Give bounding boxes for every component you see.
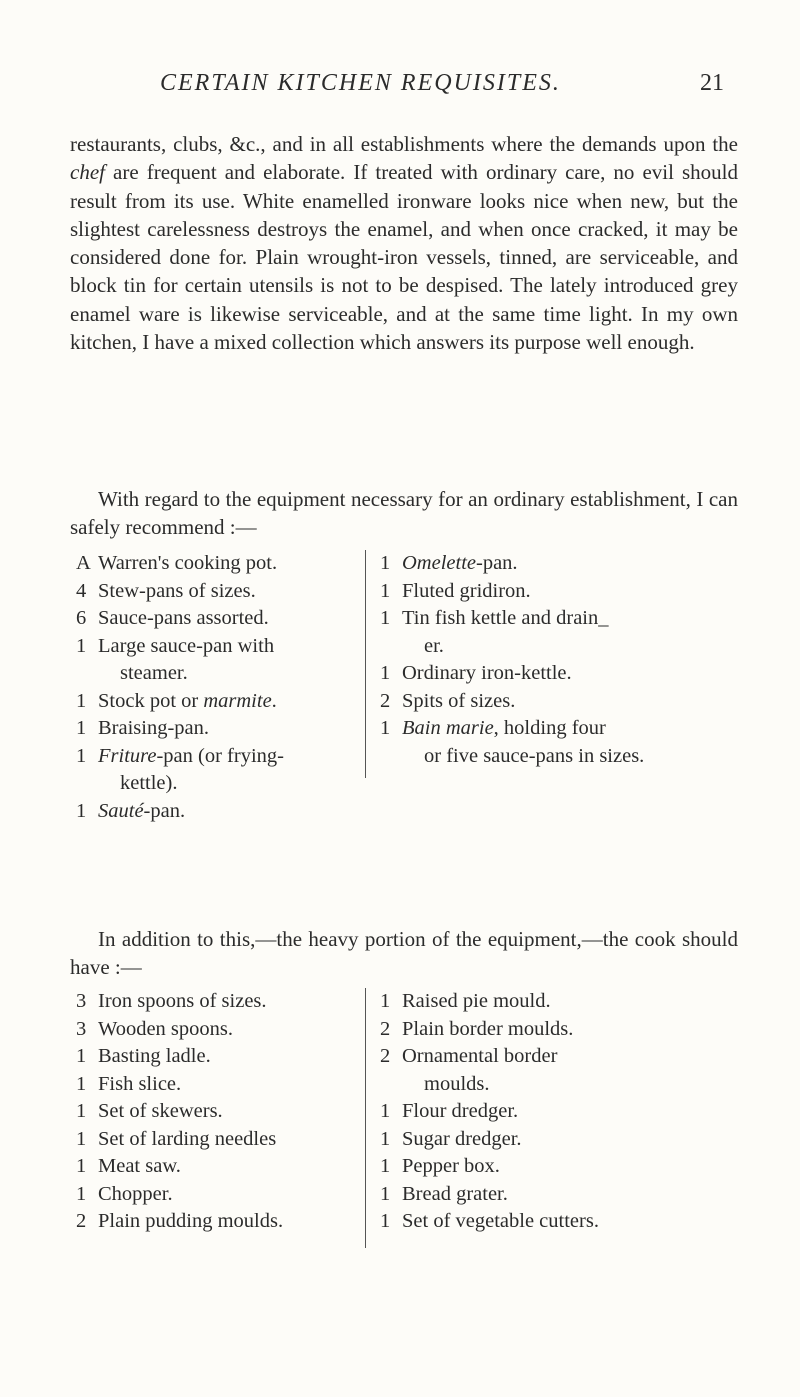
list-item [76, 1153, 346, 1181]
item-description [98, 743, 346, 771]
list-item [76, 1126, 346, 1154]
item-description [402, 1016, 740, 1044]
item-description-line: Set of larding needles [98, 1127, 277, 1150]
list-item [380, 550, 740, 578]
item-description-line: Braising-pan. [98, 717, 210, 739]
list-item-continuation [380, 633, 740, 661]
item-description [98, 1208, 346, 1236]
list-item [380, 605, 740, 633]
list-item [76, 1043, 346, 1071]
item-description [98, 550, 346, 578]
item-description-line: Chopper. [98, 1182, 173, 1205]
item-quantity: 1 [76, 1072, 87, 1095]
list-item [380, 1098, 740, 1126]
item-quantity: 1 [76, 717, 87, 739]
list-item-continuation [380, 1071, 740, 1099]
item-description-line: Plain border moulds. [402, 1017, 574, 1040]
item-description [98, 1098, 346, 1126]
item-description-continuation: kettle). [120, 772, 178, 794]
body-paragraph-1 [70, 130, 738, 356]
item-description [402, 1043, 740, 1071]
item-description-line: Ornamental border [402, 1045, 558, 1067]
item-description-line: Wooden spoons. [98, 1017, 234, 1040]
item-quantity: 1 [380, 1182, 391, 1205]
item-quantity: 1 [380, 607, 391, 629]
item-description-line: Sauce-pans assorted. [98, 607, 269, 629]
list-item-continuation [76, 660, 346, 688]
continuation-indent [380, 743, 402, 771]
item-description-line: Plain pudding moulds. [98, 1210, 284, 1232]
list-item-continuation [380, 743, 740, 771]
item-description-line: Sugar dredger. [402, 1127, 522, 1150]
item-quantity: 1 [76, 1182, 87, 1205]
list-item [380, 1126, 740, 1154]
list-item [380, 1153, 740, 1181]
item-quantity: 1 [76, 1045, 87, 1067]
item-quantity: 1 [76, 689, 87, 712]
item-description-line: Friture-pan (or frying- [98, 744, 284, 767]
item-description [402, 550, 740, 578]
item-description [402, 1098, 740, 1126]
item-description-continuation: or five sauce-pans in sizes. [424, 744, 645, 767]
continuation-indent [380, 633, 402, 661]
item-quantity: 1 [380, 990, 391, 1012]
item-description-line: Fish slice. [98, 1072, 182, 1095]
item-quantity: 1 [380, 1155, 391, 1177]
continuation-indent [76, 770, 98, 798]
item-description-line: Stock pot or marmite. [98, 689, 277, 712]
item-description-line: Raised pie mould. [402, 990, 551, 1012]
item-description [402, 660, 740, 688]
list-item [380, 688, 740, 716]
item-description [402, 1181, 740, 1209]
item-description-continuation: er. [424, 634, 444, 657]
item-description [98, 1016, 346, 1044]
list-item [76, 743, 346, 771]
list-item [76, 988, 346, 1016]
item-description [98, 1071, 346, 1099]
item-description-line: Iron spoons of sizes. [98, 990, 267, 1012]
list-item [380, 988, 740, 1016]
equipment-list-2-left [76, 988, 346, 1236]
item-description-line: Set of skewers. [98, 1100, 223, 1122]
item-quantity: 1 [76, 1155, 87, 1177]
paragraph-2-text: With regard to the equipment necessary for an ordinary establishment, I can safely recommend :— [70, 487, 738, 539]
paragraph-1-text: restaurants, clubs, &c., and in all establishments where the demands upon the chef are frequent and elaborate. If treated with ordinary care, no evil should result from its use. White enamelled ironware looks nice when new, but the slightest carelessness destroys the enamel, and when once cracked, it may be considered done for. Plain wrought-iron vessels, tinned, are serviceable, and block tin for certain utensils is not to be despised. The lately introduced grey enamel ware is likewise serviceable, and at the same time light. In my own kitchen, I have a mixed collection which answers its purpose well enough. [70, 132, 738, 355]
item-description-line: Bain marie, holding four [402, 717, 606, 739]
item-description [98, 798, 346, 826]
item-description [402, 688, 740, 716]
item-quantity: 1 [380, 1127, 391, 1150]
item-description [98, 688, 346, 716]
list-item [380, 578, 740, 606]
item-description-line: Ordinary iron-kettle. [402, 662, 572, 684]
list-item [380, 1043, 740, 1071]
item-quantity: 1 [380, 579, 391, 602]
list-item [76, 715, 346, 743]
item-description-line: Warren's cooking pot. [98, 552, 278, 574]
list-item [380, 1181, 740, 1209]
item-quantity: 1 [380, 717, 391, 739]
list-item [76, 688, 346, 716]
list-item [76, 1016, 346, 1044]
item-description-line: Spits of sizes. [402, 689, 516, 712]
continuation-indent [76, 660, 98, 688]
item-quantity: 1 [380, 1210, 391, 1232]
page-header [0, 70, 800, 110]
item-quantity: 1 [380, 662, 391, 684]
item-description-continuation: steamer. [120, 662, 188, 684]
item-description [98, 715, 346, 743]
item-description [402, 1153, 740, 1181]
item-description-line: Basting ladle. [98, 1045, 211, 1067]
item-description-line: Large sauce-pan with [98, 634, 275, 657]
item-description [402, 578, 740, 606]
item-quantity: 3 [76, 1017, 87, 1040]
list-item [380, 660, 740, 688]
item-description [98, 1043, 346, 1071]
list-item [76, 1181, 346, 1209]
page-number: 21 [700, 70, 724, 96]
item-description [402, 988, 740, 1016]
list-item [380, 1016, 740, 1044]
list-item [76, 550, 346, 578]
item-quantity: 2 [380, 1045, 391, 1067]
item-quantity: 2 [380, 1017, 391, 1040]
list-item [380, 1208, 740, 1236]
item-quantity: 1 [76, 1100, 87, 1122]
item-quantity: 1 [76, 799, 87, 822]
item-description [98, 1126, 346, 1154]
item-description [98, 988, 346, 1016]
item-description-line: Stew-pans of sizes. [98, 579, 256, 602]
list-item [380, 715, 740, 743]
body-paragraph-2 [70, 485, 738, 541]
item-description-line: Tin fish kettle and drain_ [402, 607, 609, 629]
item-description-continuation: moulds. [424, 1072, 490, 1095]
item-quantity: 6 [76, 607, 87, 629]
item-description-line: Flour dredger. [402, 1100, 519, 1122]
item-description [98, 1153, 346, 1181]
list-item [76, 1098, 346, 1126]
item-quantity: 1 [380, 1100, 391, 1122]
item-description-line: Omelette-pan. [402, 552, 518, 574]
body-paragraph-3 [70, 925, 738, 981]
item-description [98, 605, 346, 633]
item-description [98, 1181, 346, 1209]
list-item [76, 578, 346, 606]
item-description [402, 605, 740, 633]
continuation-indent [380, 1071, 402, 1099]
list-item [76, 1208, 346, 1236]
item-description-line: Meat saw. [98, 1155, 181, 1177]
running-title: CERTAIN KITCHEN REQUISITES. [160, 70, 561, 96]
list-item [76, 633, 346, 661]
item-description [402, 715, 740, 743]
item-quantity: 2 [380, 689, 391, 712]
item-description [98, 633, 346, 661]
item-description [402, 1208, 740, 1236]
item-quantity: 1 [76, 1127, 87, 1150]
item-description [402, 1126, 740, 1154]
list-item [76, 798, 346, 826]
item-description-line: Pepper box. [402, 1155, 500, 1177]
item-quantity: 2 [76, 1210, 87, 1232]
equipment-list-2-right [365, 988, 740, 1248]
item-description-line: Fluted gridiron. [402, 579, 531, 602]
equipment-list-1-right [365, 550, 740, 778]
list-item [76, 1071, 346, 1099]
item-quantity: 1 [76, 634, 87, 657]
list-item [76, 605, 346, 633]
list-item-continuation [76, 770, 346, 798]
item-description [98, 578, 346, 606]
equipment-list-1-left [76, 550, 346, 825]
paragraph-3-text: In addition to this,—the heavy portion of the equipment,—the cook should have :— [70, 927, 738, 979]
item-quantity: A [76, 552, 91, 574]
item-quantity: 1 [76, 744, 87, 767]
item-quantity: 3 [76, 990, 87, 1012]
item-description-line: Sauté-pan. [98, 799, 186, 822]
item-description-line: Set of vegetable cutters. [402, 1210, 599, 1232]
item-description-line: Bread grater. [402, 1182, 508, 1205]
item-quantity: 4 [76, 579, 87, 602]
item-quantity: 1 [380, 552, 391, 574]
